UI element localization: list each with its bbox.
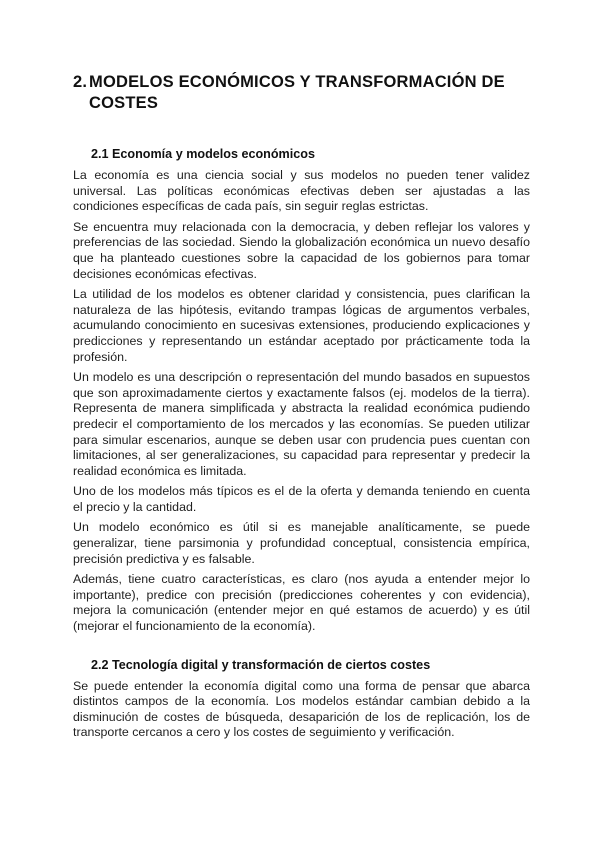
paragraph: La economía es una ciencia social y sus modelos no pueden tener validez universal. Las políticas económicas efectivas deben ser ajustadas a las condiciones específicas de cada país, sin seguir reglas estrictas. (73, 168, 530, 214)
paragraph: Además, tiene cuatro características, es claro (nos ayuda a entender mejor lo importante), predice con precisión (predicciones coherentes y con evidencia), mejora la comunicación (entender mejor en qué estamos de acuerdo) y es útil (mejorar el funcionamiento de la economía). (73, 572, 530, 634)
chapter-heading (73, 72, 530, 114)
section-2-1 (73, 146, 530, 635)
chapter-title: MODELOS ECONÓMICOS Y TRANSFORMACIÓN DE COSTES (89, 73, 505, 112)
paragraph: Un modelo económico es útil si es manejable analíticamente, se puede generalizar, tiene parsimonia y profundidad conceptual, consistencia empírica, precisión predictiva y es falsable. (73, 520, 530, 566)
paragraph: La utilidad de los modelos es obtener claridad y consistencia, pues clarifican la naturaleza de las hipótesis, evitando trampas lógicas de argumentos verbales, acumulando conocimiento en sucesivas extensiones, produciendo explicaciones y predicciones y representando un estándar aceptado por prácticamente toda la profesión. (73, 287, 530, 364)
paragraph: Se encuentra muy relacionada con la democracia, y deben reflejar los valores y preferencias de las sociedad. Siendo la globalización económica un nuevo desafío que ha planteado cuestiones sobre la capacidad de los gobiernos para tomar decisiones económicas efectivas. (73, 219, 530, 281)
paragraph: Uno de los modelos más típicos es el de la oferta y demanda teniendo en cuenta el precio y la cantidad. (73, 484, 530, 514)
paragraph: Se puede entender la economía digital como una forma de pensar que abarca distintos campos de la economía. Los modelos estándar cambian debido a la disminución de costes de búsqueda, desaparición de los de replicación, los de transporte cercanos a cero y los costes de seguimiento y verificación. (73, 678, 530, 740)
paragraph: Un modelo es una descripción o representación del mundo basados en supuestos que son aproximadamente ciertos y exactamente falsos (ej. modelos de la tierra). Representa de manera simplificada y abstracta la realidad económica pudiendo predecir el comportamiento de los mercados y las economías. Se pueden utilizar para simular escenarios, aunque se deben usar con prudencia pues cuentan con limitaciones, al ser generalizaciones, su capacidad para representar y predecir la realidad económica es limitada. (73, 370, 530, 478)
section-2-2 (73, 657, 530, 741)
section-title: 2.2 Tecnología digital y transformación de ciertos costes (91, 657, 431, 672)
section-title: 2.1 Economía y modelos económicos (91, 147, 315, 161)
chapter-number: 2. (73, 73, 88, 91)
